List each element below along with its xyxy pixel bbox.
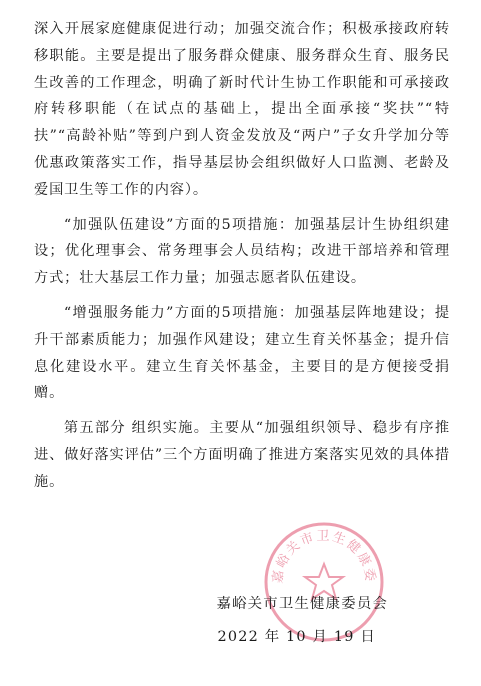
seal-text: 嘉峪关市卫生健康委 bbox=[270, 529, 378, 585]
official-seal-stamp bbox=[262, 520, 386, 644]
seal-star bbox=[305, 564, 343, 599]
document-body bbox=[34, 16, 450, 496]
paragraph-continuation: 深入开展家庭健康促进行动；加强交流合作；积极承接政府转移职能。主要是提出了服务群众健康、服务群众生育、服务民生改善的工作理念，明确了新时代计生协工作职能和可承接政府转移职能（在试点的基础上，提出全面承接“奖扶”“特扶”“高龄补贴”等到户到人资金发放及“两户”子女升学加分等优惠政策落实工作，指导基层协会组织做好人口监测、老龄及爱国卫生等工作的内容）。 bbox=[34, 21, 450, 198]
paragraph-service-capacity: “增强服务能力”方面的5项措施：加强基层阵地建设；提升干部素质能力；加强作风建设；建立生育关怀基金；提升信息化建设水平。建立生育关怀基金，主要目的是方便接受捐赠。 bbox=[34, 304, 450, 402]
paragraph-team-building: “加强队伍建设”方面的5项措施：加强基层计生协组织建设；优化理事会、常务理事会人员结构；改进干部培养和管理方式；壮大基层工作力量；加强志愿者队伍建设。 bbox=[34, 216, 450, 287]
paragraph-implementation: 第五部分 组织实施。主要从“加强组织领导、稳步有序推进、做好落实评估”三个方面明确了推进方案落实见效的具体措施。 bbox=[34, 420, 450, 490]
issuing-organization: 嘉峪关市卫生健康委员会 bbox=[216, 596, 388, 612]
issue-date: 2022 年 10 月 19 日 bbox=[217, 629, 376, 645]
